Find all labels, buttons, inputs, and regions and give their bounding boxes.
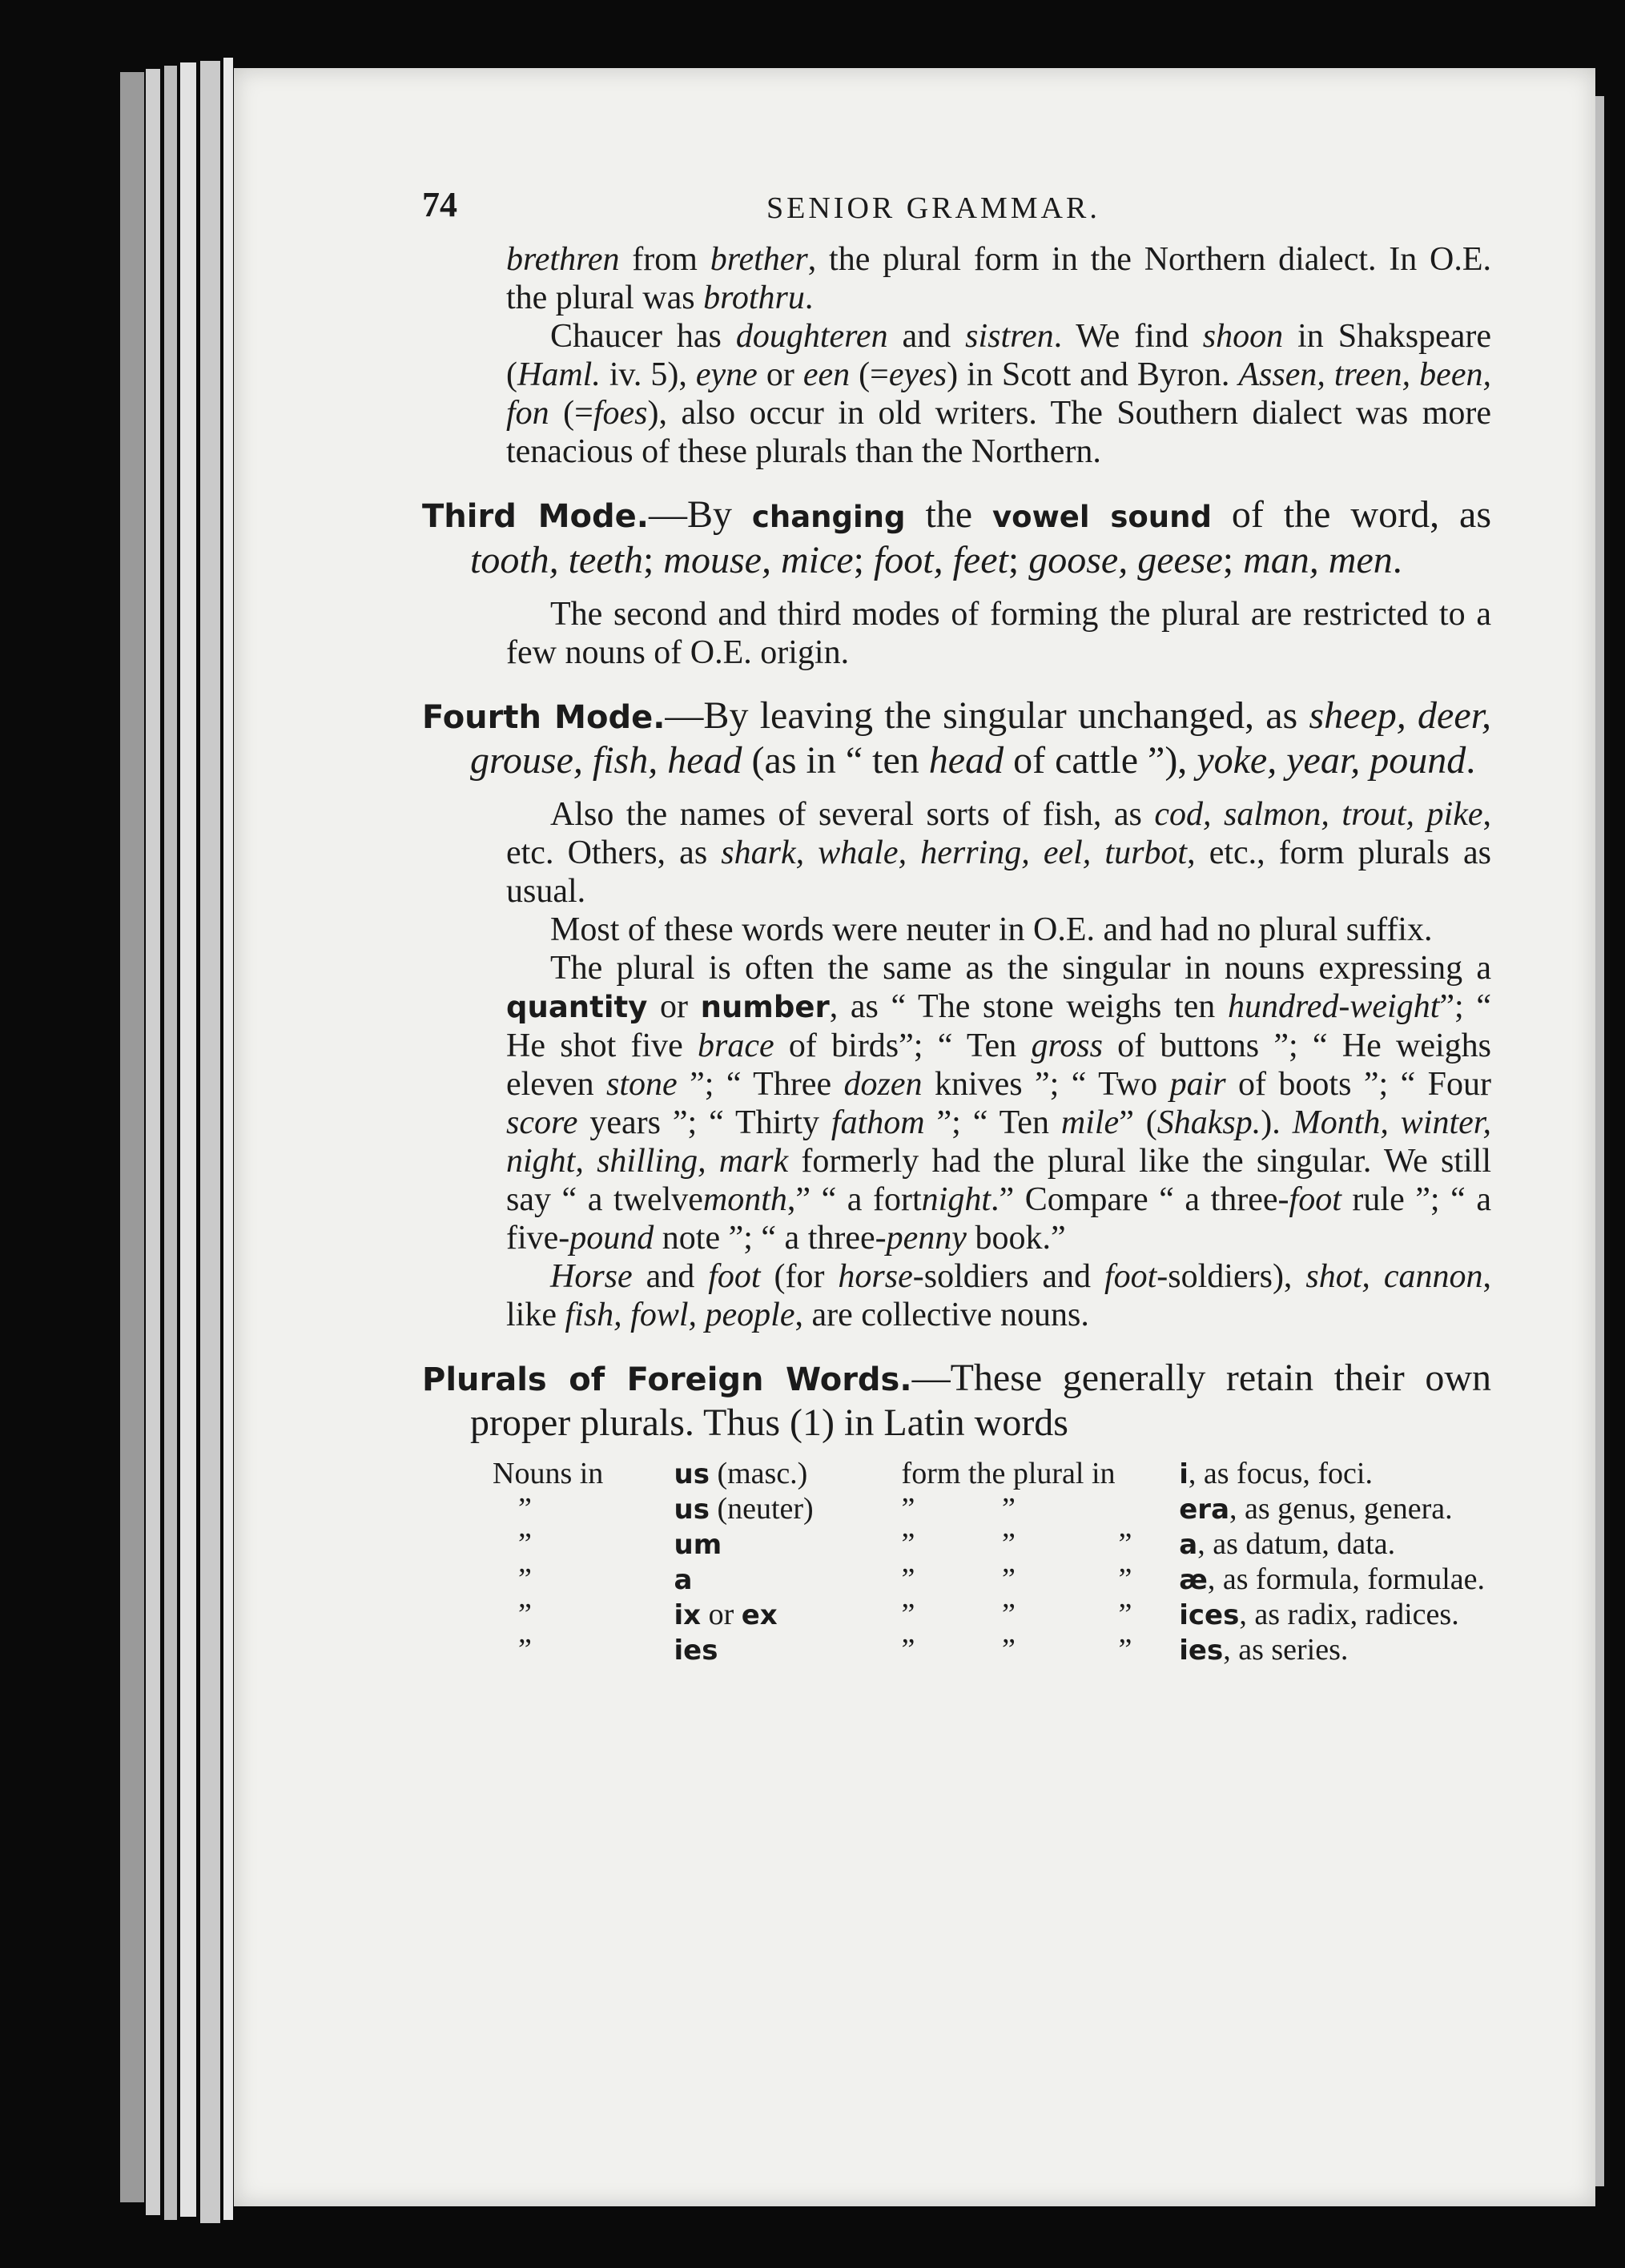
example: , as formula, formulae. (1207, 1562, 1485, 1596)
text: . We find (1053, 318, 1203, 355)
paragraph-fish (506, 795, 1491, 911)
ditto-mark: ” (518, 1492, 532, 1526)
paragraph-brethren (506, 240, 1491, 471)
bold-term: number (700, 990, 830, 1024)
page-content (422, 184, 1491, 1667)
italic-word: penny (886, 1220, 967, 1257)
ditto-mark: ” (901, 1527, 915, 1561)
text: ). (1261, 1104, 1293, 1141)
italic-word: brace (698, 1027, 774, 1064)
italic-word: horse (838, 1258, 913, 1295)
italic-word: brether (710, 241, 808, 278)
ditto-mark: ” (518, 1633, 532, 1667)
ditto-mark: ” (901, 1492, 915, 1526)
text: -soldiers), (1156, 1258, 1306, 1295)
page-edge (146, 69, 160, 2215)
page-edge (164, 66, 177, 2220)
gender-note: (neuter) (709, 1492, 814, 1526)
italic-word: mile (1060, 1104, 1120, 1141)
text: . (1466, 739, 1476, 782)
text: rule ”; “ a five- (506, 1181, 1491, 1257)
example: , as radix, radices. (1239, 1598, 1459, 1631)
text: (= (850, 356, 889, 393)
example: , as series. (1223, 1633, 1349, 1667)
page-edge (200, 61, 220, 2223)
italic-word: cod, salmon, trout, pike (1154, 796, 1483, 833)
italic-word: gross (1031, 1027, 1103, 1064)
ditto-mark: ” (1118, 1527, 1132, 1561)
running-head: SENIOR GRAMMAR. (766, 191, 1100, 225)
italic-word: eyne (695, 356, 758, 393)
bold-term: changing (751, 500, 906, 534)
text: The plural is often the same as the singular in nouns expressing a (550, 950, 1491, 987)
italic-word: goose, geese (1028, 539, 1223, 581)
paragraph-foreign-words (422, 1357, 1491, 1445)
italic-word: stone (606, 1066, 678, 1103)
text: note ”; “ a three- (654, 1220, 887, 1257)
plural-ending: ices (1179, 1599, 1240, 1631)
text: , as “ The stone weighs ten (829, 988, 1228, 1025)
italic-word: pair (1169, 1066, 1226, 1103)
example: , as focus, foci. (1188, 1457, 1373, 1490)
text: and (887, 318, 966, 355)
text: ), also occur in old writers. The Southern dialect was more tenacious of these plurals than the Northern. (506, 395, 1491, 470)
italic-word: night (921, 1181, 991, 1218)
suffix: us (674, 1494, 710, 1526)
gender-note: (masc.) (709, 1457, 808, 1490)
text: ; (1008, 539, 1029, 581)
text: ”; “ Ten (924, 1104, 1061, 1141)
text: , etc., form plurals as usual. (506, 834, 1491, 910)
ditto-mark: ” (1002, 1492, 1016, 1526)
italic-word: Month, winter, night, shilling, mark (506, 1104, 1491, 1180)
italic-word: mouse, mice (663, 539, 854, 581)
text: knives ”; “ Two (922, 1066, 1170, 1103)
italic-word: Assen, treen, been, fon (506, 356, 1491, 432)
text: ”; “ He shot five (506, 988, 1491, 1064)
text: .” Compare “ a three- (991, 1181, 1289, 1218)
italic-word: brethren (506, 241, 620, 278)
italic-word: Shaksp. (1156, 1104, 1261, 1141)
text: , etc. Others, as (506, 796, 1492, 871)
suffix-cell (668, 1632, 895, 1667)
text: Also the names of several sorts of fish, as (550, 796, 1155, 833)
paragraph-collective (506, 1257, 1491, 1334)
table-row (486, 1456, 1491, 1491)
text: of buttons ”; “ He weighs eleven (506, 1027, 1491, 1103)
text: of boots ”; “ Four (1225, 1066, 1492, 1103)
italic-word: eyes (888, 356, 947, 393)
text: , are collective nouns. (794, 1297, 1089, 1333)
italic-word: foot (708, 1258, 761, 1295)
result-cell (1172, 1456, 1491, 1491)
suffix: a (674, 1564, 693, 1596)
text: formerly had the plural like the singular. We still say “ a twelve (506, 1143, 1491, 1218)
italic-word: pound (569, 1220, 654, 1257)
example: , as datum, data. (1197, 1527, 1396, 1561)
row-prefix: Nouns in (493, 1457, 604, 1490)
text: of the word, as (1211, 493, 1492, 536)
result-cell (1172, 1491, 1491, 1526)
text: ” ( (1119, 1104, 1157, 1141)
ditto-mark: ” (1118, 1598, 1132, 1631)
page-header (422, 184, 1491, 240)
section-lead: Fourth Mode. (422, 699, 666, 736)
bold-term: quantity (506, 990, 648, 1024)
ditto-mark (1112, 1491, 1172, 1526)
ditto-mark: ” (1002, 1527, 1016, 1561)
suffix: ex (741, 1599, 778, 1631)
suffix-cell (668, 1456, 895, 1491)
italic-word: fathom (831, 1104, 925, 1141)
italic-word: foes (593, 395, 648, 432)
plural-ending: era (1179, 1494, 1230, 1526)
italic-word: sistren (965, 318, 1054, 355)
example: , as genus, genera. (1229, 1492, 1453, 1526)
text: The second and third modes of forming the plural are restricted to a few nouns of O.E. origin. (506, 596, 1491, 671)
result-cell (1172, 1526, 1491, 1562)
suffix: ies (674, 1635, 718, 1667)
text: . (804, 279, 814, 316)
italic-word: foot (1104, 1258, 1157, 1295)
text: ; (853, 539, 874, 581)
italic-word: score (506, 1104, 578, 1141)
rule-text: form the plural in (901, 1457, 1116, 1490)
text: (= (549, 395, 593, 432)
text: book.” (966, 1220, 1066, 1257)
page-number: 74 (422, 185, 457, 224)
table-row (486, 1526, 1491, 1562)
paragraph-second-third (506, 595, 1491, 672)
text: ,” “ a fort (786, 1181, 922, 1218)
italic-word: dozen (843, 1066, 923, 1103)
text: Chaucer has (550, 318, 736, 355)
ditto-mark: ” (518, 1598, 532, 1631)
italic-word: sheep, deer, grouse, fish, head (470, 694, 1491, 782)
text: of birds”; “ Ten (774, 1027, 1032, 1064)
ditto-mark: ” (518, 1527, 532, 1561)
section-lead: Third Mode. (422, 498, 649, 535)
or-note: or (701, 1598, 742, 1631)
text: —By (648, 493, 752, 536)
italic-word: brothru (703, 279, 805, 316)
text: ) in Scott and Byron. (947, 356, 1239, 393)
text: or (757, 356, 803, 393)
text: or (647, 988, 701, 1025)
text: and (632, 1258, 709, 1295)
italic-word: fish, fowl, people (565, 1297, 795, 1333)
italic-word: shoon (1202, 318, 1284, 355)
ditto-mark: ” (901, 1633, 915, 1667)
text: -soldiers and (912, 1258, 1104, 1295)
italic-word: Haml. (517, 356, 601, 393)
text: the (905, 493, 993, 536)
text: ; (642, 539, 664, 581)
page-edge (180, 62, 196, 2217)
result-cell (1172, 1632, 1491, 1667)
ditto-mark: ” (901, 1562, 915, 1596)
italic-word: tooth, teeth (470, 539, 643, 581)
text: iv. 5), (600, 356, 696, 393)
text: , like (506, 1258, 1491, 1333)
text: in Shakspeare ( (506, 318, 1491, 393)
italic-word: month (702, 1181, 787, 1218)
table-row (486, 1597, 1491, 1632)
text: ”; “ Three (677, 1066, 844, 1103)
text: . (1392, 539, 1402, 581)
italic-word: foot, feet (873, 539, 1008, 581)
bold-term: vowel sound (992, 500, 1212, 534)
paragraph-neuter (506, 911, 1491, 949)
italic-word: shot, cannon (1305, 1258, 1483, 1295)
page-edge (223, 58, 233, 2220)
text: —By leaving the singular unchanged, as (665, 694, 1309, 737)
result-cell (1172, 1597, 1491, 1632)
italic-word: Horse (550, 1258, 633, 1295)
paragraph-fourth-mode (422, 694, 1491, 782)
page-edge (120, 72, 144, 2202)
text: (for (760, 1258, 839, 1295)
ditto-mark: ” (1002, 1562, 1016, 1596)
text: , the plural form in the Northern dialect. In O.E. the plural was (506, 241, 1491, 316)
text: from (619, 241, 710, 278)
ditto-mark: ” (901, 1598, 915, 1631)
italic-word: een (802, 356, 851, 393)
text: of cattle ”), (1004, 739, 1197, 782)
italic-word: doughteren (735, 318, 888, 355)
plural-ending: i (1179, 1458, 1189, 1490)
table-row (486, 1562, 1491, 1597)
paragraph-quantity (506, 949, 1491, 1257)
latin-plurals-table (486, 1456, 1491, 1667)
text: —These generally retain their own proper plurals. Thus (1) in Latin words (470, 1357, 1491, 1444)
italic-word: foot (1289, 1181, 1341, 1218)
ditto-mark: ” (1002, 1633, 1016, 1667)
italic-word: yoke, year, pound (1197, 739, 1466, 782)
book-page (234, 68, 1595, 2206)
paragraph-third-mode (422, 493, 1491, 582)
suffix-cell (668, 1562, 895, 1597)
suffix: us (674, 1458, 710, 1490)
fourth-mode-notes (506, 795, 1491, 1334)
plural-ending: ies (1179, 1635, 1224, 1667)
suffix: ix (674, 1599, 702, 1631)
text: ; (1222, 539, 1244, 581)
suffix: um (674, 1529, 722, 1561)
table-row (486, 1491, 1491, 1526)
suffix-cell (668, 1597, 895, 1632)
suffix-cell (668, 1491, 895, 1526)
ditto-mark: ” (1002, 1598, 1016, 1631)
plural-ending: æ (1179, 1564, 1208, 1596)
text: years ”; “ Thirty (577, 1104, 831, 1141)
text: Most of these words were neuter in O.E. and had no plural suffix. (550, 911, 1433, 948)
ditto-mark: ” (1118, 1633, 1132, 1667)
text: (as in “ ten (742, 739, 929, 782)
italic-word: head (928, 739, 1004, 782)
ditto-mark: ” (518, 1562, 532, 1596)
italic-word: hundred-weight (1227, 988, 1440, 1025)
suffix-cell (668, 1526, 895, 1562)
plural-ending: a (1179, 1529, 1198, 1561)
paragraph-chaucer (506, 317, 1491, 471)
italic-word: man, men (1243, 539, 1393, 581)
result-cell (1172, 1562, 1491, 1597)
italic-word: shark, whale, herring, eel, turbot (721, 834, 1188, 871)
ditto-mark: ” (1118, 1562, 1132, 1596)
table-row (486, 1632, 1491, 1667)
section-lead: Plurals of Foreign Words. (422, 1361, 912, 1398)
